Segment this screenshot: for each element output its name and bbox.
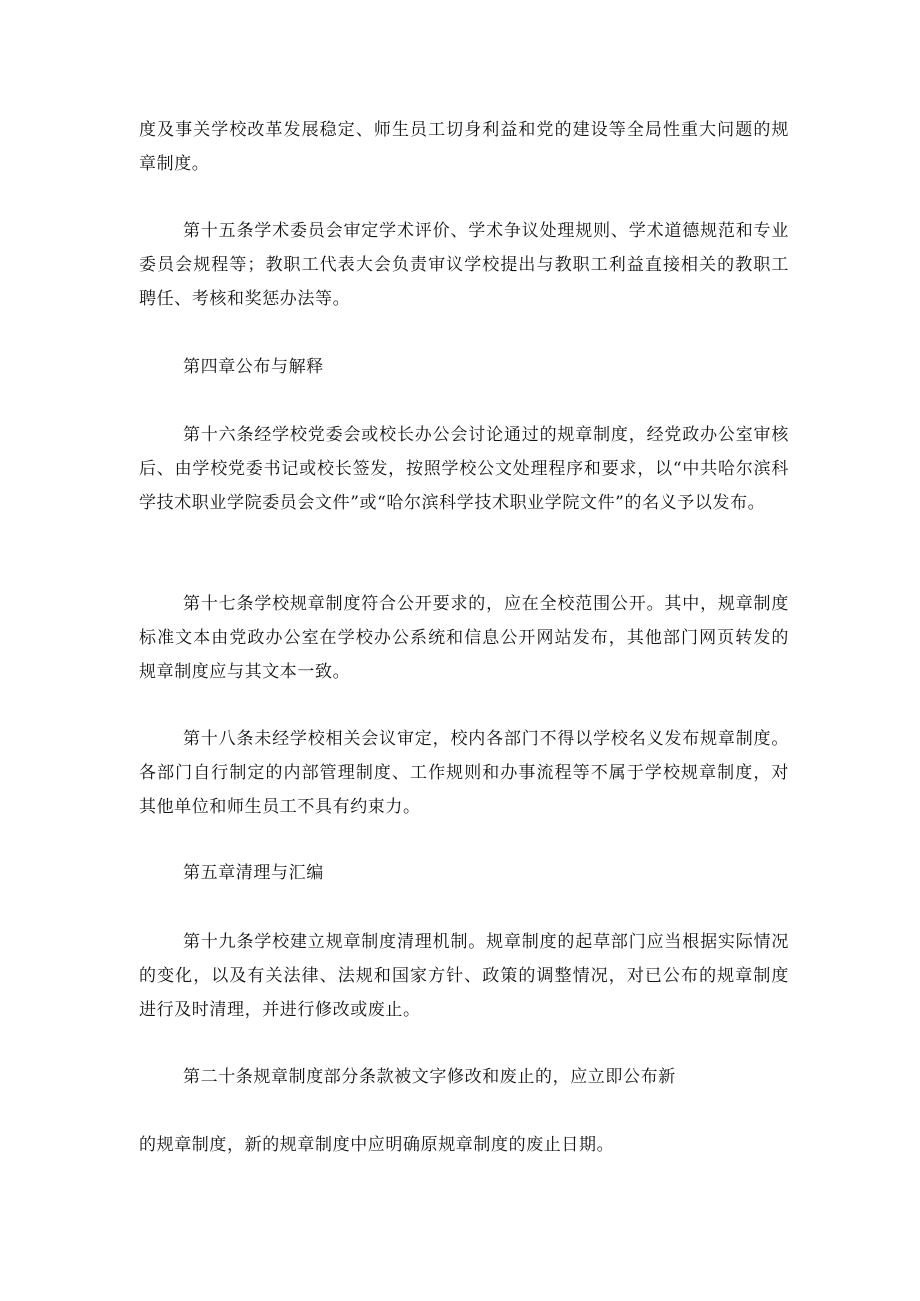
- chapter-5-heading: 第五章清理与汇编: [183, 863, 324, 883]
- article-20-continuation: 的规章制度，新的规章制度中应明确原规章制度的废止日期。: [139, 1135, 615, 1155]
- article-15: 第十五条学术委员会审定学术评价、学术争议处理规则、学术道德规范和专业委员会规程等；教职工代表大会负责审议学校提出与教职工利益直接相关的教职工聘任、考核和奖惩办法等。: [139, 221, 789, 309]
- paragraph-continuation: 度及事关学校改革发展稳定、师生员工切身利益和党的建设等全局性重大问题的规章制度。: [139, 120, 789, 174]
- article-17: 第十七条学校规章制度符合公开要求的，应在全校范围公开。其中，规章制度标准文本由党政办公室在学校办公系统和信息公开网站发布，其他部门网页转发的规章制度应与其文本一致。: [139, 594, 789, 682]
- article-20: 第二十条规章制度部分条款被文字修改和废止的，应立即公布新: [183, 1067, 676, 1087]
- article-18: 第十八条未经学校相关会议审定，校内各部门不得以学校名义发布规章制度。各部门自行制定的内部管理制度、工作规则和办事流程等不属于学校规章制度，对其他单位和师生员工不具有约束力。: [139, 729, 789, 817]
- chapter-4-heading: 第四章公布与解释: [183, 357, 324, 377]
- article-19: 第十九条学校建立规章制度清理机制。规章制度的起草部门应当根据实际情况的变化，以及有关法律、法规和国家方针、政策的调整情况，对已公布的规章制度进行及时清理，并进行修改或废止。: [139, 932, 789, 1020]
- article-16: 第十六条经学校党委会或校长办公会讨论通过的规章制度，经党政办公室审核后、由学校党委书记或校长签发，按照学校公文处理程序和要求，以“中共哈尔滨科学技术职业学院委员会文件”或“哈尔滨科学技术职业学院文件”的名义予以发布。: [139, 425, 789, 513]
